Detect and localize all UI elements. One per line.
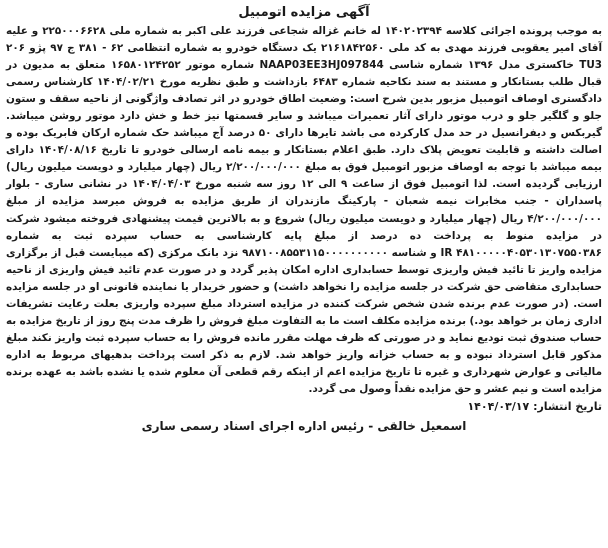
signature-line: اسمعیل خالقی - رئیس اداره اجرای اسناد رسمی ساری [141, 419, 467, 434]
notice-title: آگهی مزایده اتومبیل [238, 5, 370, 20]
publish-date-label: تاریخ انتشار: [533, 400, 602, 414]
notice-body: به موجب پرونده اجرائی کلاسه ۱۴۰۲۰۲۳۹۴ له خانم غزاله شجاعی فرزند علی اکبر به شماره ملی ۲۲۵۰۰۰۶۶۲۸ و علیه آقای امیر یعقوبی فرزند مهدی به کد ملی ۲۱۶۱۸۴۲۵۶۰ یک دستگاه خودرو به شماره انتظامی ۶۲ - ۳۸۱ ج ۹۷ پژو ۲۰۶ TU3 خاکستری مدل ۱۳۹۶ شماره شاسی NAAP03EE3HJ097844 شماره موتور ۱۶۵۸۰۱۲۴۲۵۲ متعلق به مدیون در قبال طلب بستانکار و مستند به سند نکاحیه شماره ۶۴۸۳ بازداشت و طبق نظریه مورخ ۱۴۰۴/۰۲/۲۱ کارشناس رسمی دادگستری اوصاف اتومبیل مزبور بدین شرح است: وضعیت اطاق خودرو در اثر تصادف واژگونی از ناحیه سقف و ستون جلو و گلگیر جلو و درب موتور دارای آثار تعمیرات میباشد و سایر قسمتها نیز خط و خش دارد موتور روشن میباشد. گیربکس و دیفرانسیل در حد مدل کارکرده می باشد تایرها دارای ۵۰ درصد آج میباشد حک شماره ارکان فابریک بوده و اصالت داشته و قابلیت تعویض پلاک دارد. طبق اعلام بستانکار و بیمه نامه ارسالی خودرو تا تاریخ ۱۴۰۴/۰۸/۱۶ دارای بیمه میباشد با توجه به اوصاف مزبور اتومبیل فوق به مبلغ ۲/۲۰۰/۰۰۰/۰۰۰ ریال (چهار میلیارد و دویست میلیون ریال) ارزیابی گردیده است. لذا اتومبیل فوق از ساعت ۹ الی ۱۲ روز سه شنبه مورخ ۱۴۰۴/۰۴/۰۳ در نشانی ساری - بلوار پاسداران - جنب مخابرات نیمه شعبان - پارکینگ مازندران از طریق مزایده به فروش میرسد مزایده از مبلغ ۴/۲۰۰/۰۰۰/۰۰۰ ریال (چهار میلیارد و دویست میلیون ریال) شروع و به بالاترین قیمت پیشنهادی فروخته میشود شرکت در مزایده منوط به پرداخت ده درصد از مبلغ پایه کارشناسی به حساب سپرده ثبت به شماره ۴۸۱۰۰۰۰۰۴۰۵۳۰۱۳۰۷۵۵۰۳۸۶ IR و شناسه ۹۸۷۱۰۰۸۵۵۳۱۱۵۰۰۰۰۰۰۰۰۰۰ نزد بانک مرکزی (که میبایست قبل از برگزاری مزایده واریز تا تائید فیش واریزی توسط حسابداری اداره امکان پذیر گردد و در صورت عدم تائید فیش واریزی از ناحیه حسابداری متقاضی حق شرکت در جلسه مزایده را نخواهد داشت) و حضور خریدار یا نماینده قانونی او در جلسه مزایده است. (در صورت عدم برنده شدن شخص شرکت کننده در مزایده استرداد مبلغ سپرده واریزی بعلت رعایت تشریفات اداری زمان بر خواهد بود.) برنده مزایده مکلف است ما به التفاوت مبلغ فروش را ظرف مدت پنج روز از تاریخ مزایده به حساب صندوق ثبت تودیع نماید و در صورتی که ظرف مهلت مقرر مانده فروش را به حساب سپرده ثبت واریز نکند مبلغ مذکور قابل استرداد نبوده و به حساب خزانه واریز خواهد شد. لازم به ذکر است پرداخت بدهیهای مربوط به اداره مالیاتی و عوارض شهرداری و غیره تا تاریخ مزایده اعم از اینکه رقم قطعی آن معلوم شده یا نشده باشد به عهده برنده مزایده است و نیم عشر و حق مزایده نقداً وصول می گردد. [6, 25, 603, 395]
publish-date-value: ۱۴۰۴/۰۳/۱۷ [467, 400, 530, 414]
publish-date-line [6, 398, 602, 416]
